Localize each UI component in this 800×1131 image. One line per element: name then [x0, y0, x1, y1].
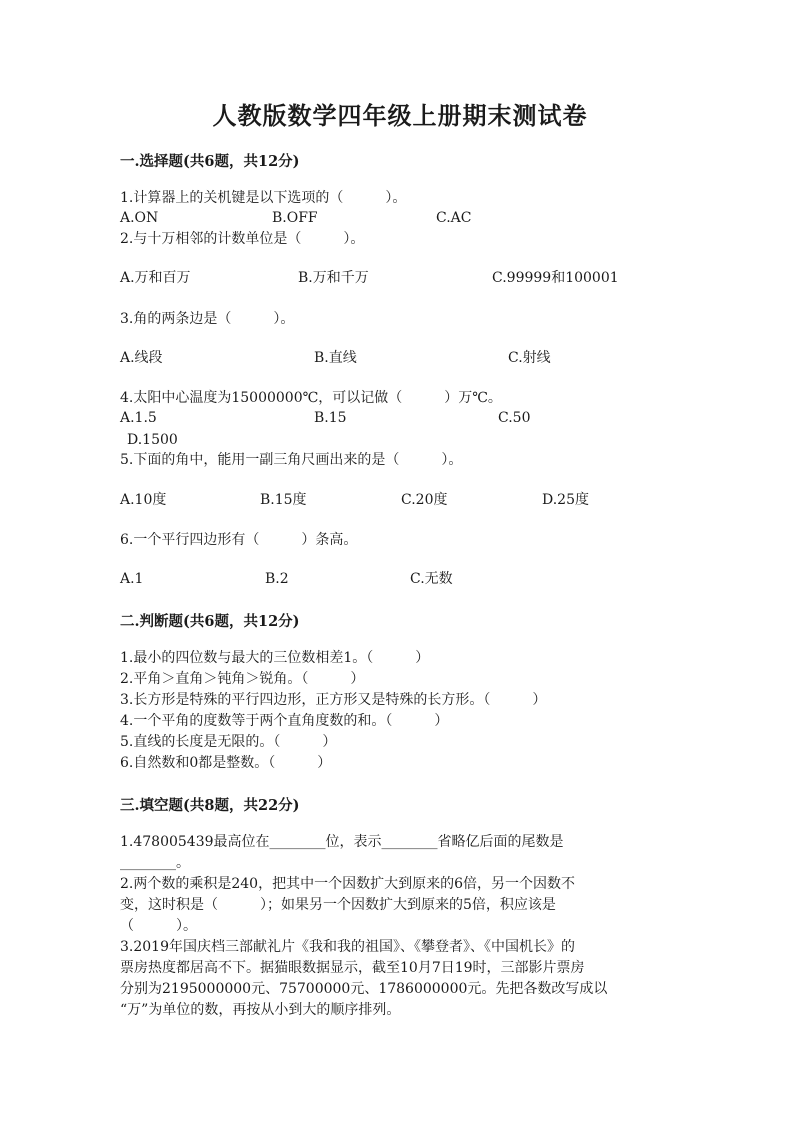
- fill-item-3-line-1: 3.2019年国庆档三部献礼片《我和我的祖国》、《攀登者》、《中国机长》的: [120, 939, 575, 955]
- judge-item-4: 4.一个平角的度数等于两个直角度数的和。（ ）: [120, 713, 449, 729]
- fill-item-3-line-3: 分别为2195000000元、75700000元、1786000000元。先把各数改写成以: [120, 981, 608, 997]
- question-3-option-c: C.射线: [508, 350, 551, 366]
- fill-item-1-line-2: ________。: [120, 855, 190, 871]
- question-4-option-d: D.1500: [127, 432, 178, 448]
- question-4-option-c: C.50: [498, 410, 531, 426]
- question-5-option-b: B.15度: [260, 492, 307, 508]
- question-2-option-c: C.99999和100001: [492, 270, 619, 286]
- judge-item-1: 1.最小的四位数与最大的三位数相差1。（ ）: [120, 650, 430, 666]
- question-6-option-c: C.无数: [410, 571, 453, 587]
- question-3-stem: 3.角的两条边是（ ）。: [120, 311, 295, 327]
- question-3-option-b: B.直线: [314, 350, 357, 366]
- page-title: 人教版数学四年级上册期末测试卷: [212, 101, 588, 130]
- judge-item-3: 3.长方形是特殊的平行四边形，正方形又是特殊的长方形。（ ）: [120, 692, 547, 708]
- question-5-option-d: D.25度: [542, 492, 589, 508]
- question-2-option-b: B.万和千万: [298, 270, 369, 286]
- section-heading-fill: 三.填空题(共8题，共22分): [120, 797, 300, 814]
- question-1-option-c: C.AC: [436, 210, 472, 226]
- question-1-option-b: B.OFF: [272, 210, 318, 226]
- fill-item-2-line-1: 2.两个数的乘积是240，把其中一个因数扩大到原来的6倍，另一个因数不: [120, 876, 575, 892]
- question-5-stem: 5.下面的角中，能用一副三角尺画出来的是（ ）。: [120, 452, 463, 468]
- section-heading-choice: 一.选择题(共6题，共12分): [120, 153, 300, 170]
- question-5-option-a: A.10度: [120, 492, 167, 508]
- question-2-option-a: A.万和百万: [120, 270, 191, 286]
- section-heading-judge: 二.判断题(共6题，共12分): [120, 613, 300, 630]
- fill-item-1-line-1: 1.478005439最高位在________位，表示________省略亿后面的尾数是: [120, 834, 564, 850]
- judge-item-6: 6.自然数和0都是整数。（ ）: [120, 755, 332, 771]
- fill-item-2-line-3: （ ）。: [120, 918, 197, 934]
- question-4-stem: 4.太阳中心温度为15000000℃，可以记做（ ）万℃。: [120, 390, 502, 406]
- fill-item-3-line-4: “万”为单位的数，再按从小到大的顺序排列。: [120, 1002, 401, 1018]
- question-5-option-c: C.20度: [401, 492, 448, 508]
- question-6-option-a: A.1: [120, 571, 144, 587]
- question-4-option-b: B.15: [314, 410, 347, 426]
- question-2-stem: 2.与十万相邻的计数单位是（ ）。: [120, 231, 365, 247]
- question-1-stem: 1.计算器上的关机键是以下选项的（ ）。: [120, 190, 407, 206]
- question-6-stem: 6.一个平行四边形有（ ）条高。: [120, 532, 358, 548]
- judge-item-5: 5.直线的长度是无限的。（ ）: [120, 734, 337, 750]
- question-4-option-a: A.1.5: [120, 410, 157, 426]
- question-3-option-a: A.线段: [120, 350, 163, 366]
- judge-item-2: 2.平角＞直角＞钝角＞锐角。（ ）: [120, 671, 365, 687]
- question-1-option-a: A.ON: [120, 210, 159, 226]
- question-6-option-b: B.2: [265, 571, 289, 587]
- fill-item-2-line-2: 变，这时积是（ ）；如果另一个因数扩大到原来的5倍，积应该是: [120, 897, 556, 913]
- fill-item-3-line-2: 票房热度都居高不下。据猫眼数据显示，截至10月7日19时，三部影片票房: [120, 960, 585, 976]
